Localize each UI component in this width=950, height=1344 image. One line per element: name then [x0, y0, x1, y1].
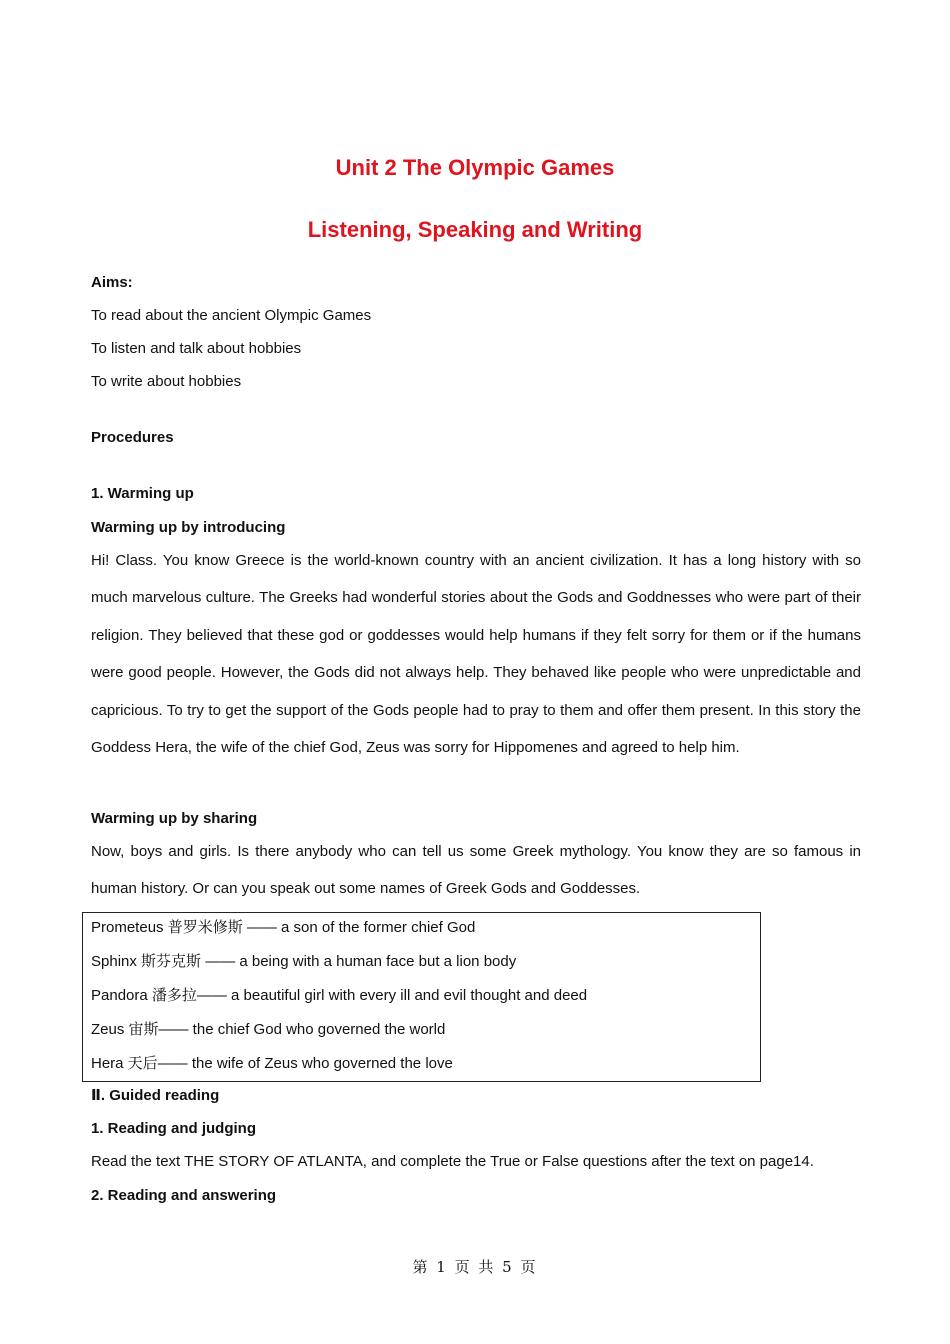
gods-box-item: Hera 天后—— the wife of Zeus who governed the love	[91, 1055, 453, 1072]
warming-up-heading: 1. Warming up	[91, 485, 194, 502]
gods-box	[82, 912, 761, 1082]
warming-up-introducing-heading: Warming up by introducing	[91, 519, 286, 536]
document-title: Unit 2 The Olympic Games	[335, 155, 615, 180]
reading-judging-heading: 1. Reading and judging	[91, 1120, 256, 1137]
warming-up-sharing-paragraph: Now, boys and girls. Is there anybody who can tell us some Greek mythology. You know they are so famous in human history. Or can you speak out some names of Greek Gods and Goddesses.	[91, 843, 861, 898]
aim-item: To listen and talk about hobbies	[91, 340, 302, 357]
gods-box-item: Pandora 潘多拉—— a beautiful girl with every ill and evil thought and deed	[91, 987, 588, 1004]
page-footer: 第 1 页 共 5 页	[412, 1258, 538, 1276]
warming-up-introducing-paragraph: Hi! Class. You know Greece is the world-known country with an ancient civilization. It has a long history with so much marvelous culture. The Greeks had wonderful stories about the Gods and Goddnesses who were part of their religion. They believed that these god or goddesses would help humans if they felt sorry for them or if the humans were good people. However, the Gods did not always help. They behaved like people who were unpredictable and capricious. To try to get the support of the Gods people had to pray to them and offer them present. In this story the Goddess Hera, the wife of the chief God, Zeus was sorry for Hippomenes and agreed to help him.	[91, 552, 861, 757]
procedures-heading: Procedures	[91, 429, 174, 446]
aims-heading: Aims:	[91, 274, 133, 291]
gods-box-item: Sphinx 斯芬克斯 —— a being with a human face but a lion body	[91, 953, 517, 970]
warming-up-sharing-heading: Warming up by sharing	[91, 810, 258, 827]
guided-reading-heading: Ⅱ. Guided reading	[91, 1087, 220, 1104]
gods-box-item: Prometeus 普罗米修斯 —— a son of the former chief God	[91, 919, 476, 936]
reading-answering-heading: 2. Reading and answering	[91, 1187, 277, 1204]
aim-item: To write about hobbies	[91, 373, 242, 390]
aim-item: To read about the ancient Olympic Games	[91, 307, 372, 324]
document-subtitle: Listening, Speaking and Writing	[307, 217, 643, 242]
reading-judging-text: Read the text THE STORY OF ATLANTA, and complete the True or False questions after the text on page14.	[91, 1153, 814, 1170]
gods-box-item: Zeus 宙斯—— the chief God who governed the world	[91, 1021, 446, 1038]
